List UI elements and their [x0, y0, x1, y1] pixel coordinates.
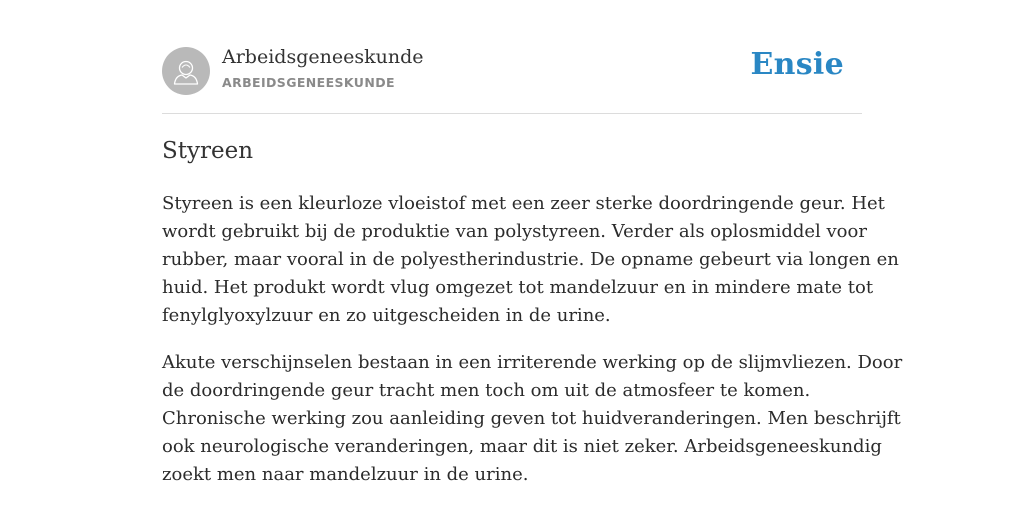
author-avatar[interactable] — [162, 47, 210, 95]
paragraph-line: fenylglyoxylzuur en zo uitgescheiden in de urine. — [162, 305, 611, 326]
author-category[interactable]: ARBEIDSGENEESKUNDE — [222, 75, 395, 90]
article-title: Styreen — [162, 138, 254, 164]
paragraph-line: Chronische werking zou aanleiding geven tot huidveranderingen. Men beschrijft — [162, 408, 901, 429]
author-name[interactable]: Arbeidsgeneeskunde — [222, 46, 424, 68]
ensie-logo[interactable]: Ensie — [750, 47, 844, 82]
header — [162, 0, 862, 114]
paragraph-line: zoekt men naar mandelzuur in de urine. — [162, 464, 529, 485]
paragraph-line: de doordringende geur tracht men toch om uit de atmosfeer te komen. — [162, 380, 811, 401]
user-icon — [162, 47, 210, 95]
paragraph-line: rubber, maar vooral in de polyestherindustrie. De opname gebeurt via longen en — [162, 249, 899, 270]
paragraph-line: Akute verschijnselen bestaan in een irriterende werking op de slijmvliezen. Door — [162, 352, 903, 373]
paragraph-line: huid. Het produkt wordt vlug omgezet tot mandelzuur en in mindere mate tot — [162, 277, 874, 298]
article-paragraph-2 — [162, 349, 903, 489]
page — [162, 0, 903, 485]
article-paragraph-1 — [162, 190, 899, 330]
paragraph-line: wordt gebruikt bij de produktie van polystyreen. Verder als oplosmiddel voor — [162, 221, 867, 242]
paragraph-line: ook neurologische veranderingen, maar dit is niet zeker. Arbeidsgeneeskundig — [162, 436, 882, 457]
paragraph-line: Styreen is een kleurloze vloeistof met een zeer sterke doordringende geur. Het — [162, 193, 885, 214]
